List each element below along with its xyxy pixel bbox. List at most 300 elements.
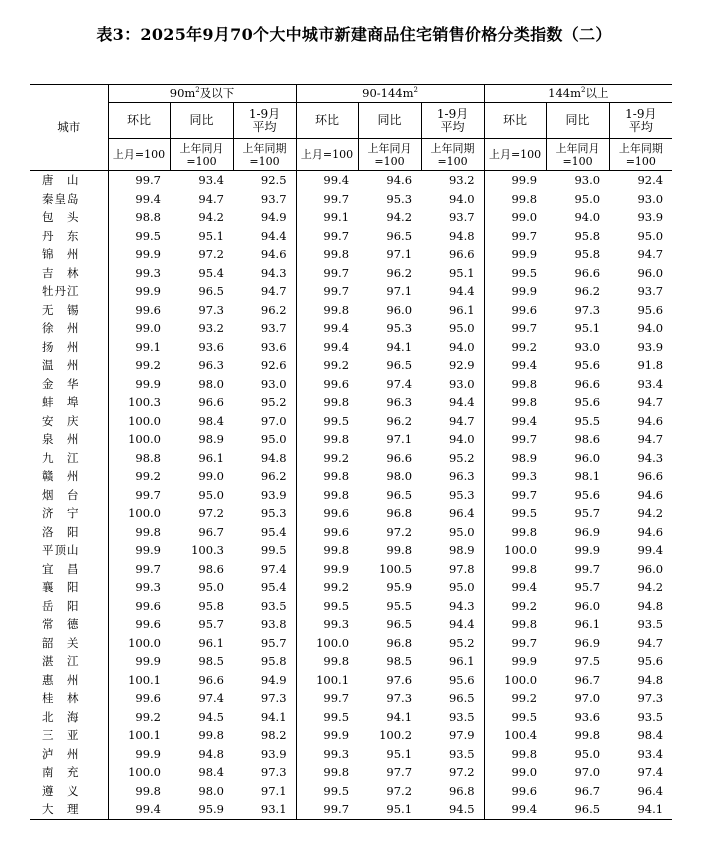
index-value: 93.8 [260,617,287,632]
index-value: 93.4 [637,376,664,391]
index-value: 94.0 [637,321,664,336]
city-name: 岳阳 [42,598,79,613]
city-name: 锦州 [42,247,79,262]
index-value: 97.8 [448,561,475,576]
index-value: 97.1 [386,284,413,299]
index-value: 95.1 [448,265,475,280]
index-value: 92.9 [448,358,475,373]
city-name: 桂林 [42,691,79,706]
index-value: 100.2 [379,728,413,743]
index-value: 93.0 [574,173,601,188]
index-value: 95.1 [386,746,413,761]
index-value: 93.9 [637,210,664,225]
index-value: 99.6 [108,597,170,616]
index-value: 99.8 [296,393,358,412]
index-value: 99.3 [296,615,358,634]
table-row [30,782,672,801]
index-value: 99.7 [484,430,546,449]
table-row [30,245,672,264]
index-value: 98.4 [198,765,224,780]
index-value: 94.8 [448,228,475,243]
city-name: 温州 [42,358,79,373]
index-value: 99.2 [108,356,170,375]
table-row [30,467,672,486]
index-value: 99.3 [108,264,170,283]
index-value: 99.9 [484,245,546,264]
index-value: 94.6 [637,524,664,539]
table-row [30,800,672,819]
city-name: 北海 [42,709,79,724]
index-value: 96.6 [574,265,601,280]
index-value: 93.9 [637,339,664,354]
index-value: 94.0 [448,432,475,447]
index-value: 95.6 [574,395,601,410]
city-name: 扬州 [42,339,79,354]
index-value: 96.6 [637,469,664,484]
index-value: 99.8 [484,393,546,412]
table-row [30,301,672,320]
index-value: 96.5 [386,228,413,243]
index-value: 97.3 [260,691,287,706]
index-value: 96.8 [386,635,413,650]
index-value: 99.8 [484,375,546,394]
index-value: 97.3 [637,691,664,706]
index-value: 94.7 [637,432,664,447]
table-row [30,671,672,690]
table-row [30,282,672,301]
header-base: 上月=100 [484,139,546,171]
index-value: 95.6 [637,302,664,317]
header-col: 1-9月 平均 [609,103,672,139]
header-base: 上年同月 =100 [170,139,233,171]
index-value: 96.5 [448,691,475,706]
index-value: 99.9 [108,245,170,264]
index-value: 95.0 [448,321,475,336]
index-value: 95.0 [637,228,664,243]
index-value: 95.0 [260,432,287,447]
header-col: 环比 [296,103,358,139]
index-value: 96.2 [574,284,601,299]
index-value: 94.3 [448,598,475,613]
index-value: 93.7 [448,210,475,225]
index-value: 95.6 [448,672,475,687]
index-value: 93.5 [448,709,475,724]
index-value: 100.0 [108,634,170,653]
city-name: 洛阳 [42,524,79,539]
city-name: 蚌埠 [42,395,79,410]
index-value: 97.1 [260,783,287,798]
index-value: 98.6 [198,561,224,576]
index-value: 94.7 [448,413,475,428]
index-value: 98.8 [108,449,170,468]
index-value: 96.8 [386,506,413,521]
header-base: 上月=100 [108,139,170,171]
index-value: 98.0 [198,376,224,391]
index-value: 99.7 [296,800,358,819]
index-value: 99.7 [108,171,170,190]
index-value: 99.7 [108,486,170,505]
index-value: 95.4 [260,524,287,539]
city-name: 秦皇岛 [42,191,79,206]
index-value: 94.4 [260,228,287,243]
index-value: 96.2 [260,302,287,317]
index-value: 99.2 [296,356,358,375]
index-value: 100.4 [484,726,546,745]
index-value: 93.5 [260,598,287,613]
index-value: 97.2 [386,524,413,539]
index-value: 99.8 [484,745,546,764]
index-value: 96.3 [448,469,475,484]
index-value: 96.0 [386,302,413,317]
index-value: 93.5 [448,746,475,761]
table-title: 表3：2025年9月70个大中城市新建商品住宅销售价格分类指数（二） [96,25,612,44]
index-value: 95.2 [260,395,287,410]
index-value: 95.2 [448,635,475,650]
index-value: 94.6 [637,413,664,428]
index-value: 96.8 [448,783,475,798]
index-value: 99.6 [296,375,358,394]
index-value: 99.4 [484,800,546,819]
index-value: 94.6 [386,173,413,188]
index-value: 97.0 [260,413,287,428]
index-value: 99.7 [296,689,358,708]
index-value: 94.1 [260,709,287,724]
city-name: 大理 [30,800,108,819]
index-value: 98.9 [484,449,546,468]
index-value: 96.7 [574,672,601,687]
city-name: 宜昌 [42,561,79,576]
index-value: 98.5 [386,654,413,669]
index-value: 100.0 [108,504,170,523]
index-value: 94.9 [260,672,287,687]
index-value: 94.7 [637,247,664,262]
index-value: 94.6 [260,247,287,262]
index-value: 100.5 [379,561,413,576]
city-name: 吉林 [42,265,79,280]
index-value: 99.7 [574,561,601,576]
index-value: 96.6 [574,376,601,391]
index-value: 99.5 [296,597,358,616]
index-value: 95.0 [574,191,601,206]
index-value: 93.0 [574,339,601,354]
index-value: 97.0 [574,765,601,780]
index-value: 99.4 [484,412,546,431]
index-value: 93.4 [198,173,224,188]
index-value: 96.0 [574,598,601,613]
index-value: 96.5 [386,617,413,632]
city-name: 包头 [42,210,79,225]
index-value: 99.3 [296,745,358,764]
index-value: 95.7 [260,635,287,650]
index-value: 98.6 [574,432,601,447]
table-row [30,375,672,394]
city-name: 遵义 [42,783,79,798]
table-row [30,634,672,653]
index-value: 96.5 [386,487,413,502]
index-value: 97.2 [198,247,224,262]
index-value: 99.8 [108,782,170,801]
index-value: 93.0 [637,191,664,206]
city-name: 泉州 [42,432,79,447]
index-value: 99.4 [484,578,546,597]
table-row [30,578,672,597]
table-row [30,652,672,671]
index-value: 93.6 [198,339,224,354]
index-value: 96.0 [574,450,601,465]
index-value: 96.5 [386,358,413,373]
index-value: 92.4 [637,173,664,188]
index-value: 96.2 [386,265,413,280]
index-value: 94.2 [386,210,413,225]
index-value: 97.4 [260,561,287,576]
index-value: 100.0 [108,430,170,449]
index-value: 93.1 [233,800,296,819]
index-value: 100.0 [108,763,170,782]
city-name: 济宁 [42,506,79,521]
index-value: 97.3 [198,302,224,317]
index-value: 93.9 [260,746,287,761]
table-row [30,356,672,375]
index-value: 98.8 [108,208,170,227]
index-value: 99.3 [108,578,170,597]
index-value: 99.7 [296,227,358,246]
header-col: 1-9月 平均 [421,103,484,139]
index-value: 99.9 [296,726,358,745]
index-value: 96.5 [198,284,224,299]
index-value: 99.9 [484,652,546,671]
city-name: 泸州 [42,746,79,761]
header-col: 环比 [108,103,170,139]
index-value: 99.9 [108,541,170,560]
index-value: 96.4 [637,783,664,798]
index-value: 95.3 [386,191,413,206]
index-value: 95.6 [574,358,601,373]
table-row [30,208,672,227]
index-value: 98.5 [198,654,224,669]
index-value: 99.4 [296,319,358,338]
index-value: 99.6 [484,782,546,801]
table-header [30,85,672,171]
index-value: 99.0 [484,763,546,782]
index-value: 95.1 [574,321,601,336]
index-value: 93.0 [448,376,475,391]
header-base: 上月=100 [296,139,358,171]
index-value: 99.7 [484,319,546,338]
index-value: 99.9 [484,171,546,190]
index-value: 100.0 [108,412,170,431]
index-value: 95.2 [448,450,475,465]
index-value: 100.1 [108,671,170,690]
index-value: 97.4 [386,376,413,391]
index-value: 97.7 [386,765,413,780]
index-value: 94.8 [637,598,664,613]
index-value: 99.2 [108,708,170,727]
index-value: 95.4 [260,580,287,595]
header-group: $144m^2$以上 [484,85,672,103]
index-value: 98.9 [448,543,475,558]
index-value: 99.9 [108,745,170,764]
index-value: 97.4 [198,691,224,706]
index-value: 94.2 [637,580,664,595]
index-value: 94.1 [386,339,413,354]
index-value: 97.3 [260,765,287,780]
index-value: 96.1 [448,302,475,317]
index-value: 97.1 [386,432,413,447]
index-value: 94.0 [448,191,475,206]
index-value: 93.5 [637,709,664,724]
header-group: $90-144m^2$ [296,85,484,103]
city-name: 九江 [42,450,79,465]
table-row [30,264,672,283]
index-value: 99.5 [296,708,358,727]
index-value: 98.4 [198,413,224,428]
index-value: 99.1 [108,338,170,357]
index-value: 99.4 [637,543,664,558]
index-value: 97.6 [386,672,413,687]
table-row [30,504,672,523]
index-value: 94.3 [260,265,287,280]
index-value: 99.7 [484,227,546,246]
index-value: 95.0 [448,580,475,595]
city-name: 三亚 [42,728,79,743]
index-value: 96.5 [546,800,609,819]
index-value: 99.6 [108,615,170,634]
index-value: 99.8 [484,560,546,579]
index-value: 95.8 [260,654,287,669]
index-value: 99.3 [484,467,546,486]
price-index-table [30,84,672,820]
header-group: $90m^2$及以下 [108,85,296,103]
city-name: 襄阳 [42,580,79,595]
index-value: 100.3 [191,543,224,558]
index-value: 94.4 [448,395,475,410]
index-value: 93.0 [260,376,287,391]
index-value: 95.0 [448,524,475,539]
index-value: 99.8 [484,523,546,542]
index-value: 95.8 [198,598,224,613]
index-value: 99.2 [296,578,358,597]
city-name: 赣州 [42,469,79,484]
index-value: 94.2 [637,506,664,521]
index-value: 99.8 [108,523,170,542]
index-value: 94.3 [637,450,664,465]
index-value: 99.4 [108,190,170,209]
index-value: 97.9 [448,728,475,743]
index-value: 99.8 [296,301,358,320]
index-value: 99.2 [484,689,546,708]
index-value: 97.3 [574,302,601,317]
index-value: 94.0 [574,210,601,225]
city-name: 烟台 [42,487,79,502]
index-value: 97.2 [448,765,475,780]
city-name: 安庆 [42,413,79,428]
index-value: 99.9 [296,560,358,579]
table-row [30,615,672,634]
city-name: 无锡 [42,302,79,317]
index-value: 93.7 [260,321,287,336]
index-value: 94.8 [260,450,287,465]
index-value: 99.2 [484,597,546,616]
index-value: 99.9 [574,543,601,558]
index-value: 96.1 [574,617,601,632]
index-value: 96.3 [198,358,224,373]
city-name: 牡丹江 [42,284,79,299]
index-value: 99.8 [484,615,546,634]
header-city: 城市 [30,85,108,171]
header-base: 上年同期 =100 [233,139,296,171]
header-col: 环比 [484,103,546,139]
table-row [30,541,672,560]
index-value: 99.7 [296,190,358,209]
index-value: 95.7 [198,617,224,632]
index-value: 95.6 [637,654,664,669]
index-value: 94.4 [448,284,475,299]
index-value: 95.1 [198,228,224,243]
index-value: 93.4 [637,746,664,761]
index-value: 97.2 [386,783,413,798]
table-row [30,449,672,468]
index-value: 99.6 [484,301,546,320]
header-base: 上年同期 =100 [421,139,484,171]
index-value: 99.8 [296,541,358,560]
index-value: 93.6 [260,339,287,354]
table-row [30,560,672,579]
index-value: 98.0 [198,783,224,798]
index-value: 98.1 [574,469,601,484]
header-col: 1-9月 平均 [233,103,296,139]
index-value: 94.8 [637,672,664,687]
index-value: 99.9 [484,282,546,301]
index-value: 94.7 [637,635,664,650]
city-name: 唐山 [42,173,79,188]
table-row [30,745,672,764]
index-value: 98.2 [260,728,287,743]
index-value: 95.0 [198,487,224,502]
index-value: 95.3 [386,321,413,336]
index-value: 94.6 [637,487,664,502]
index-value: 94.5 [198,709,224,724]
index-value: 99.8 [574,728,601,743]
index-value: 99.8 [296,245,358,264]
index-value: 96.1 [198,450,224,465]
index-value: 98.9 [198,432,224,447]
index-value: 99.1 [296,208,358,227]
index-value: 96.4 [448,506,475,521]
index-value: 93.7 [637,284,664,299]
index-value: 99.7 [484,634,546,653]
index-value: 95.5 [574,413,601,428]
city-name: 平顶山 [42,543,79,558]
index-value: 99.5 [484,264,546,283]
index-value: 94.4 [448,617,475,632]
index-value: 95.6 [574,487,601,502]
table-row [30,763,672,782]
index-value: 96.6 [448,247,475,262]
index-value: 92.6 [260,358,287,373]
index-value: 97.5 [574,654,601,669]
index-value: 99.8 [296,430,358,449]
index-value: 96.0 [637,561,664,576]
index-value: 99.5 [260,543,287,558]
index-value: 99.5 [484,708,546,727]
index-value: 99.5 [296,412,358,431]
index-value: 97.0 [574,691,601,706]
index-value: 95.9 [386,580,413,595]
index-value: 96.1 [198,635,224,650]
header-col: 同比 [358,103,421,139]
index-value: 96.6 [386,450,413,465]
table-row [30,393,672,412]
